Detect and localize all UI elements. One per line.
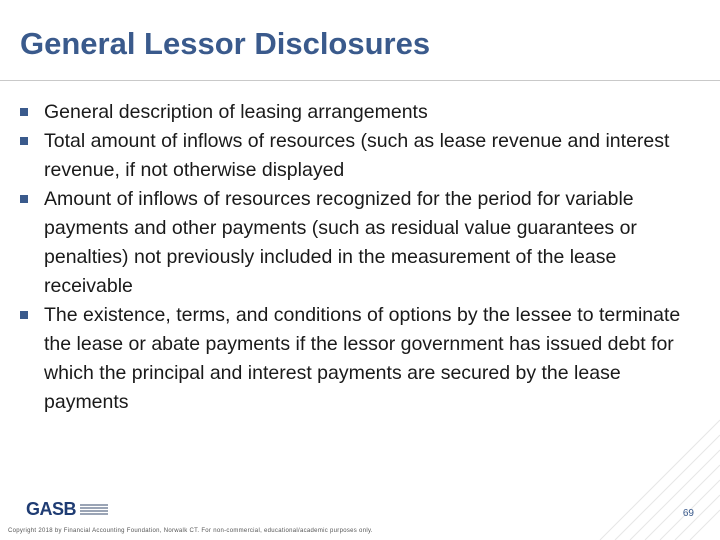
logo-wordmark: GASB xyxy=(26,498,77,519)
bullet-text: General description of leasing arrangements xyxy=(44,101,428,123)
square-bullet-icon xyxy=(20,195,28,203)
slide-title: General Lessor Disclosures xyxy=(20,26,431,61)
bullet-text: The existence, terms, and conditions of options by the lessee to terminate the lease or abate payments if the lessor government has issued debt for which the principal and interest payments are secured by the lease payments xyxy=(44,304,681,413)
gasb-logo xyxy=(26,496,146,522)
bullet-text: Amount of inflows of resources recognized for the period for variable payments and other payments (such as residual value guarantees or penalties) not previously included in the measurement of the lease receivable xyxy=(44,188,637,297)
bullet-item xyxy=(20,98,700,127)
bullet-text: Total amount of inflows of resources (such as lease revenue and interest revenue, if not otherwise displayed xyxy=(44,130,670,181)
copyright-notice: Copyright 2018 by Financial Accounting Foundation, Norwalk CT. For non-commercial, educational/academic purposes only. xyxy=(8,528,373,534)
bullet-list xyxy=(20,98,700,417)
bullet-item xyxy=(20,185,700,301)
square-bullet-icon xyxy=(20,311,28,319)
title-divider xyxy=(0,80,720,81)
square-bullet-icon xyxy=(20,108,28,116)
page-number: 69 xyxy=(682,508,694,519)
square-bullet-icon xyxy=(20,137,28,145)
bullet-item xyxy=(20,127,700,185)
logo-subtitle-graphic xyxy=(80,504,108,515)
decorative-lines xyxy=(580,400,720,540)
